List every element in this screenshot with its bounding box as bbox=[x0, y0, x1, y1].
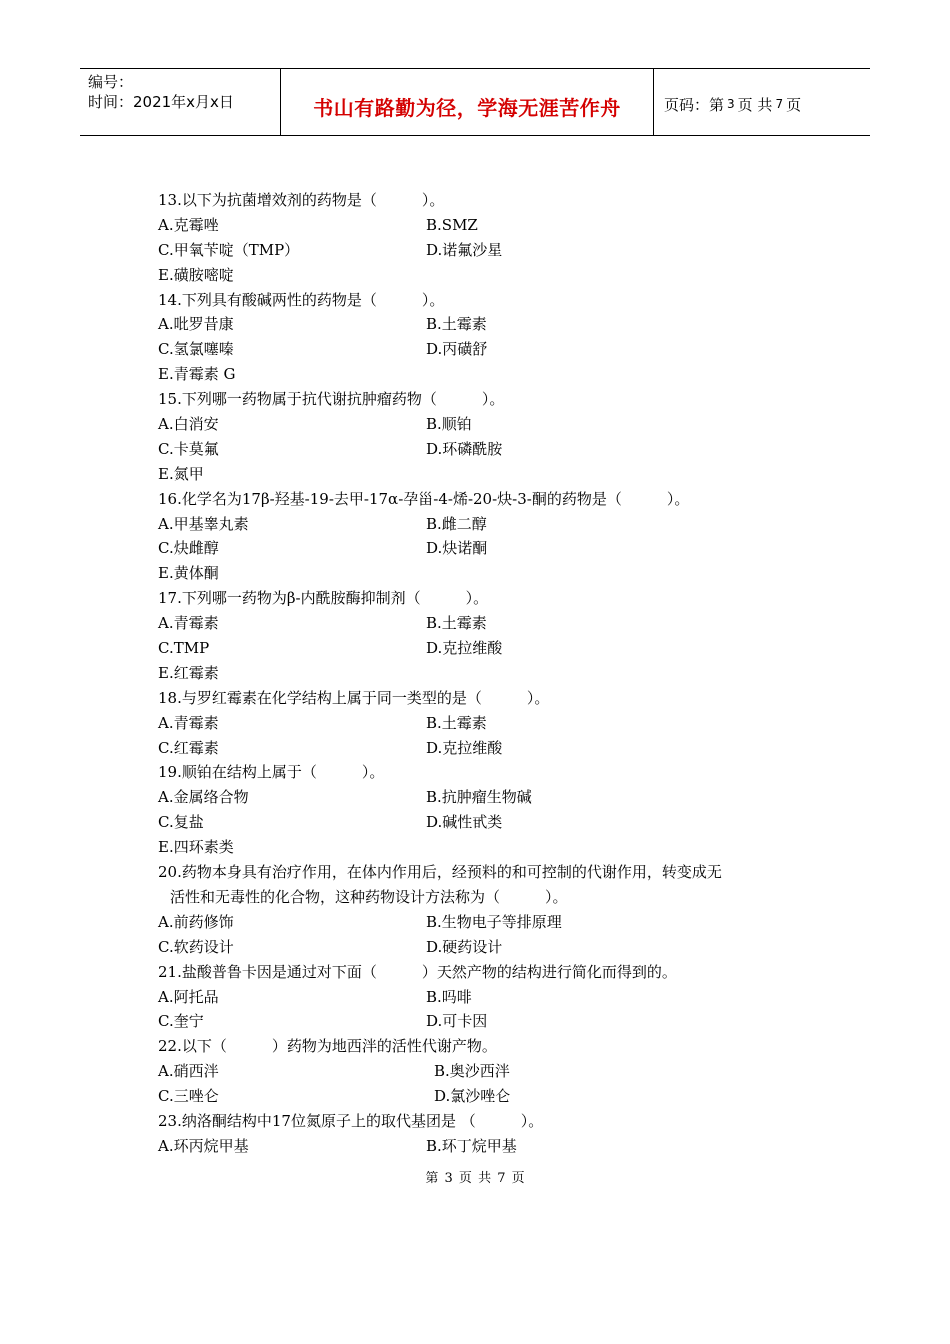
question-stem: 13.以下为抗菌增效剂的药物是（ ）。 bbox=[158, 191, 445, 209]
doc-date-label: 时间：2021年x月x日 bbox=[88, 93, 234, 111]
option-choice: C.红霉素 bbox=[158, 738, 219, 757]
option-choice: D.炔诺酮 bbox=[426, 539, 488, 558]
option-row bbox=[158, 935, 798, 960]
option-row bbox=[158, 985, 798, 1010]
question-stem: 21.盐酸普鲁卡因是通过对下面（ ）天然产物的结构进行简化而得到的。 bbox=[158, 962, 677, 981]
option-row bbox=[158, 536, 798, 561]
option-choice: B.雌二醇 bbox=[426, 514, 487, 533]
option-choice: C.复盐 bbox=[158, 813, 204, 832]
option-row bbox=[158, 611, 798, 636]
option-choice: A.硝西泮 bbox=[158, 1062, 219, 1081]
question-block bbox=[158, 960, 798, 1035]
header-motto: 书山有路勤为径，学海无涯苦作舟 bbox=[313, 95, 621, 120]
page-current: 3 bbox=[727, 97, 735, 111]
option-choice: D.环磷酰胺 bbox=[426, 439, 503, 458]
option-choice: B.土霉素 bbox=[426, 614, 487, 633]
option-row bbox=[158, 561, 798, 586]
page-label-prefix: 页码：第 bbox=[664, 95, 725, 114]
question-block bbox=[158, 860, 798, 960]
option-choice: C.三唑仑 bbox=[158, 1087, 219, 1106]
footer-current: 3 bbox=[444, 1171, 453, 1186]
option-choice: A.吡罗昔康 bbox=[158, 315, 234, 334]
option-choice: B.顺铂 bbox=[426, 415, 472, 434]
page-footer bbox=[0, 1167, 950, 1186]
footer-mid2: 共 bbox=[478, 1171, 492, 1186]
option-choice: E.黄体酮 bbox=[158, 564, 219, 583]
option-row bbox=[158, 337, 798, 362]
option-choice: E.氮甲 bbox=[158, 464, 204, 483]
option-choice: A.阿托品 bbox=[158, 987, 219, 1006]
option-row bbox=[158, 213, 798, 238]
option-choice: A.青霉素 bbox=[158, 713, 219, 732]
option-choice: E.青霉素 G bbox=[158, 365, 236, 384]
option-choice: A.白消安 bbox=[158, 415, 219, 434]
header-meta bbox=[80, 69, 281, 135]
question-block bbox=[158, 1109, 798, 1159]
page-label-suffix: 页 bbox=[786, 95, 802, 114]
header-motto-cell bbox=[281, 69, 654, 135]
option-choice: B.奥沙西泮 bbox=[434, 1062, 510, 1081]
option-choice: E.磺胺嘧啶 bbox=[158, 265, 234, 284]
question-stem: 15.下列哪一药物属于抗代谢抗肿瘤药物（ ）。 bbox=[158, 390, 505, 409]
question-stem: 17.下列哪一药物为β-内酰胺酶抑制剂（ ）。 bbox=[158, 589, 489, 608]
option-row bbox=[158, 910, 798, 935]
option-choice: C.卡莫氟 bbox=[158, 439, 219, 458]
option-choice: C.TMP bbox=[158, 639, 210, 658]
option-row bbox=[158, 1084, 798, 1109]
option-choice: D.克拉维酸 bbox=[426, 639, 503, 658]
option-row bbox=[158, 1059, 798, 1084]
option-choice: D.碱性甙类 bbox=[426, 813, 503, 832]
question-list bbox=[158, 188, 798, 1159]
option-row bbox=[158, 736, 798, 761]
footer-total: 7 bbox=[497, 1171, 506, 1186]
question-block bbox=[158, 686, 798, 761]
option-row bbox=[158, 785, 798, 810]
option-row bbox=[158, 661, 798, 686]
option-choice: E.红霉素 bbox=[158, 663, 219, 682]
question-block bbox=[158, 387, 798, 487]
question-block bbox=[158, 487, 798, 587]
option-row bbox=[158, 412, 798, 437]
option-row bbox=[158, 362, 798, 387]
question-stem: 16.化学名为17β-羟基-19-去甲-17α-孕甾-4-烯-20-炔-3-酮的药物是（ ）。 bbox=[158, 489, 690, 508]
question-stem: 23.纳洛酮结构中17位氮原子上的取代基团是 （ ）。 bbox=[158, 1111, 544, 1130]
question-stem: 20.药物本身具有治疗作用，在体内作用后，经预料的和可控制的代谢作用，转变成无 bbox=[158, 863, 722, 882]
option-choice: B.生物电子等排原理 bbox=[426, 912, 562, 931]
question-block bbox=[158, 288, 798, 388]
option-row bbox=[158, 437, 798, 462]
footer-mid1: 页 bbox=[458, 1171, 472, 1186]
question-stem-continued: 活性和无毒性的化合物，这种药物设计方法称为（ ）。 bbox=[170, 887, 568, 906]
option-row bbox=[158, 312, 798, 337]
option-row bbox=[158, 636, 798, 661]
page-label-mid: 页 共 bbox=[737, 95, 773, 114]
option-row bbox=[158, 263, 798, 288]
option-choice: A.金属络合物 bbox=[158, 788, 249, 807]
question-stem: 18.与罗红霉素在化学结构上属于同一类型的是（ ）。 bbox=[158, 688, 550, 707]
option-row bbox=[158, 835, 798, 860]
option-row bbox=[158, 512, 798, 537]
option-choice: A.青霉素 bbox=[158, 614, 219, 633]
question-stem: 22.以下（ ）药物为地西泮的活性代谢产物。 bbox=[158, 1037, 497, 1056]
doc-number-label: 编号： bbox=[88, 73, 134, 91]
option-choice: D.克拉维酸 bbox=[426, 738, 503, 757]
option-choice: C.奎宁 bbox=[158, 1012, 204, 1031]
header-page-info bbox=[654, 71, 870, 137]
option-row bbox=[158, 462, 798, 487]
option-choice: A.克霉唑 bbox=[158, 215, 219, 234]
option-choice: E.四环素类 bbox=[158, 838, 234, 857]
option-choice: C.软药设计 bbox=[158, 937, 234, 956]
option-choice: D.氯沙唑仑 bbox=[434, 1087, 511, 1106]
option-row bbox=[158, 711, 798, 736]
option-choice: B.土霉素 bbox=[426, 315, 487, 334]
question-stem: 19.顺铂在结构上属于（ ）。 bbox=[158, 763, 385, 782]
question-stem: 14.下列具有酸碱两性的药物是（ ）。 bbox=[158, 290, 445, 309]
option-row bbox=[158, 238, 798, 263]
option-choice: A.前药修饰 bbox=[158, 912, 234, 931]
question-block bbox=[158, 1034, 798, 1109]
option-choice: B.土霉素 bbox=[426, 713, 487, 732]
option-choice: B.抗肿瘤生物碱 bbox=[426, 788, 532, 807]
option-choice: A.环丙烷甲基 bbox=[158, 1136, 249, 1155]
option-choice: B.环丁烷甲基 bbox=[426, 1136, 517, 1155]
option-row bbox=[158, 810, 798, 835]
option-choice: B.SMZ bbox=[426, 215, 478, 234]
question-block bbox=[158, 760, 798, 860]
option-choice: D.硬药设计 bbox=[426, 937, 503, 956]
option-choice: A.甲基睾丸素 bbox=[158, 514, 249, 533]
option-choice: C.炔雌醇 bbox=[158, 539, 219, 558]
question-block bbox=[158, 586, 798, 686]
option-choice: B.吗啡 bbox=[426, 987, 472, 1006]
footer-prefix: 第 bbox=[425, 1171, 439, 1186]
question-block bbox=[158, 188, 798, 288]
option-row bbox=[158, 1009, 798, 1034]
option-choice: D.诺氟沙星 bbox=[426, 240, 503, 259]
footer-suffix: 页 bbox=[511, 1171, 525, 1186]
option-choice: C.氢氯噻嗪 bbox=[158, 340, 234, 359]
option-choice: D.丙磺舒 bbox=[426, 340, 488, 359]
page-total: 7 bbox=[775, 97, 784, 111]
page-header bbox=[80, 68, 870, 136]
option-choice: C.甲氧苄啶（TMP） bbox=[158, 240, 300, 259]
option-choice: D.可卡因 bbox=[426, 1012, 488, 1031]
option-row bbox=[158, 1134, 798, 1159]
